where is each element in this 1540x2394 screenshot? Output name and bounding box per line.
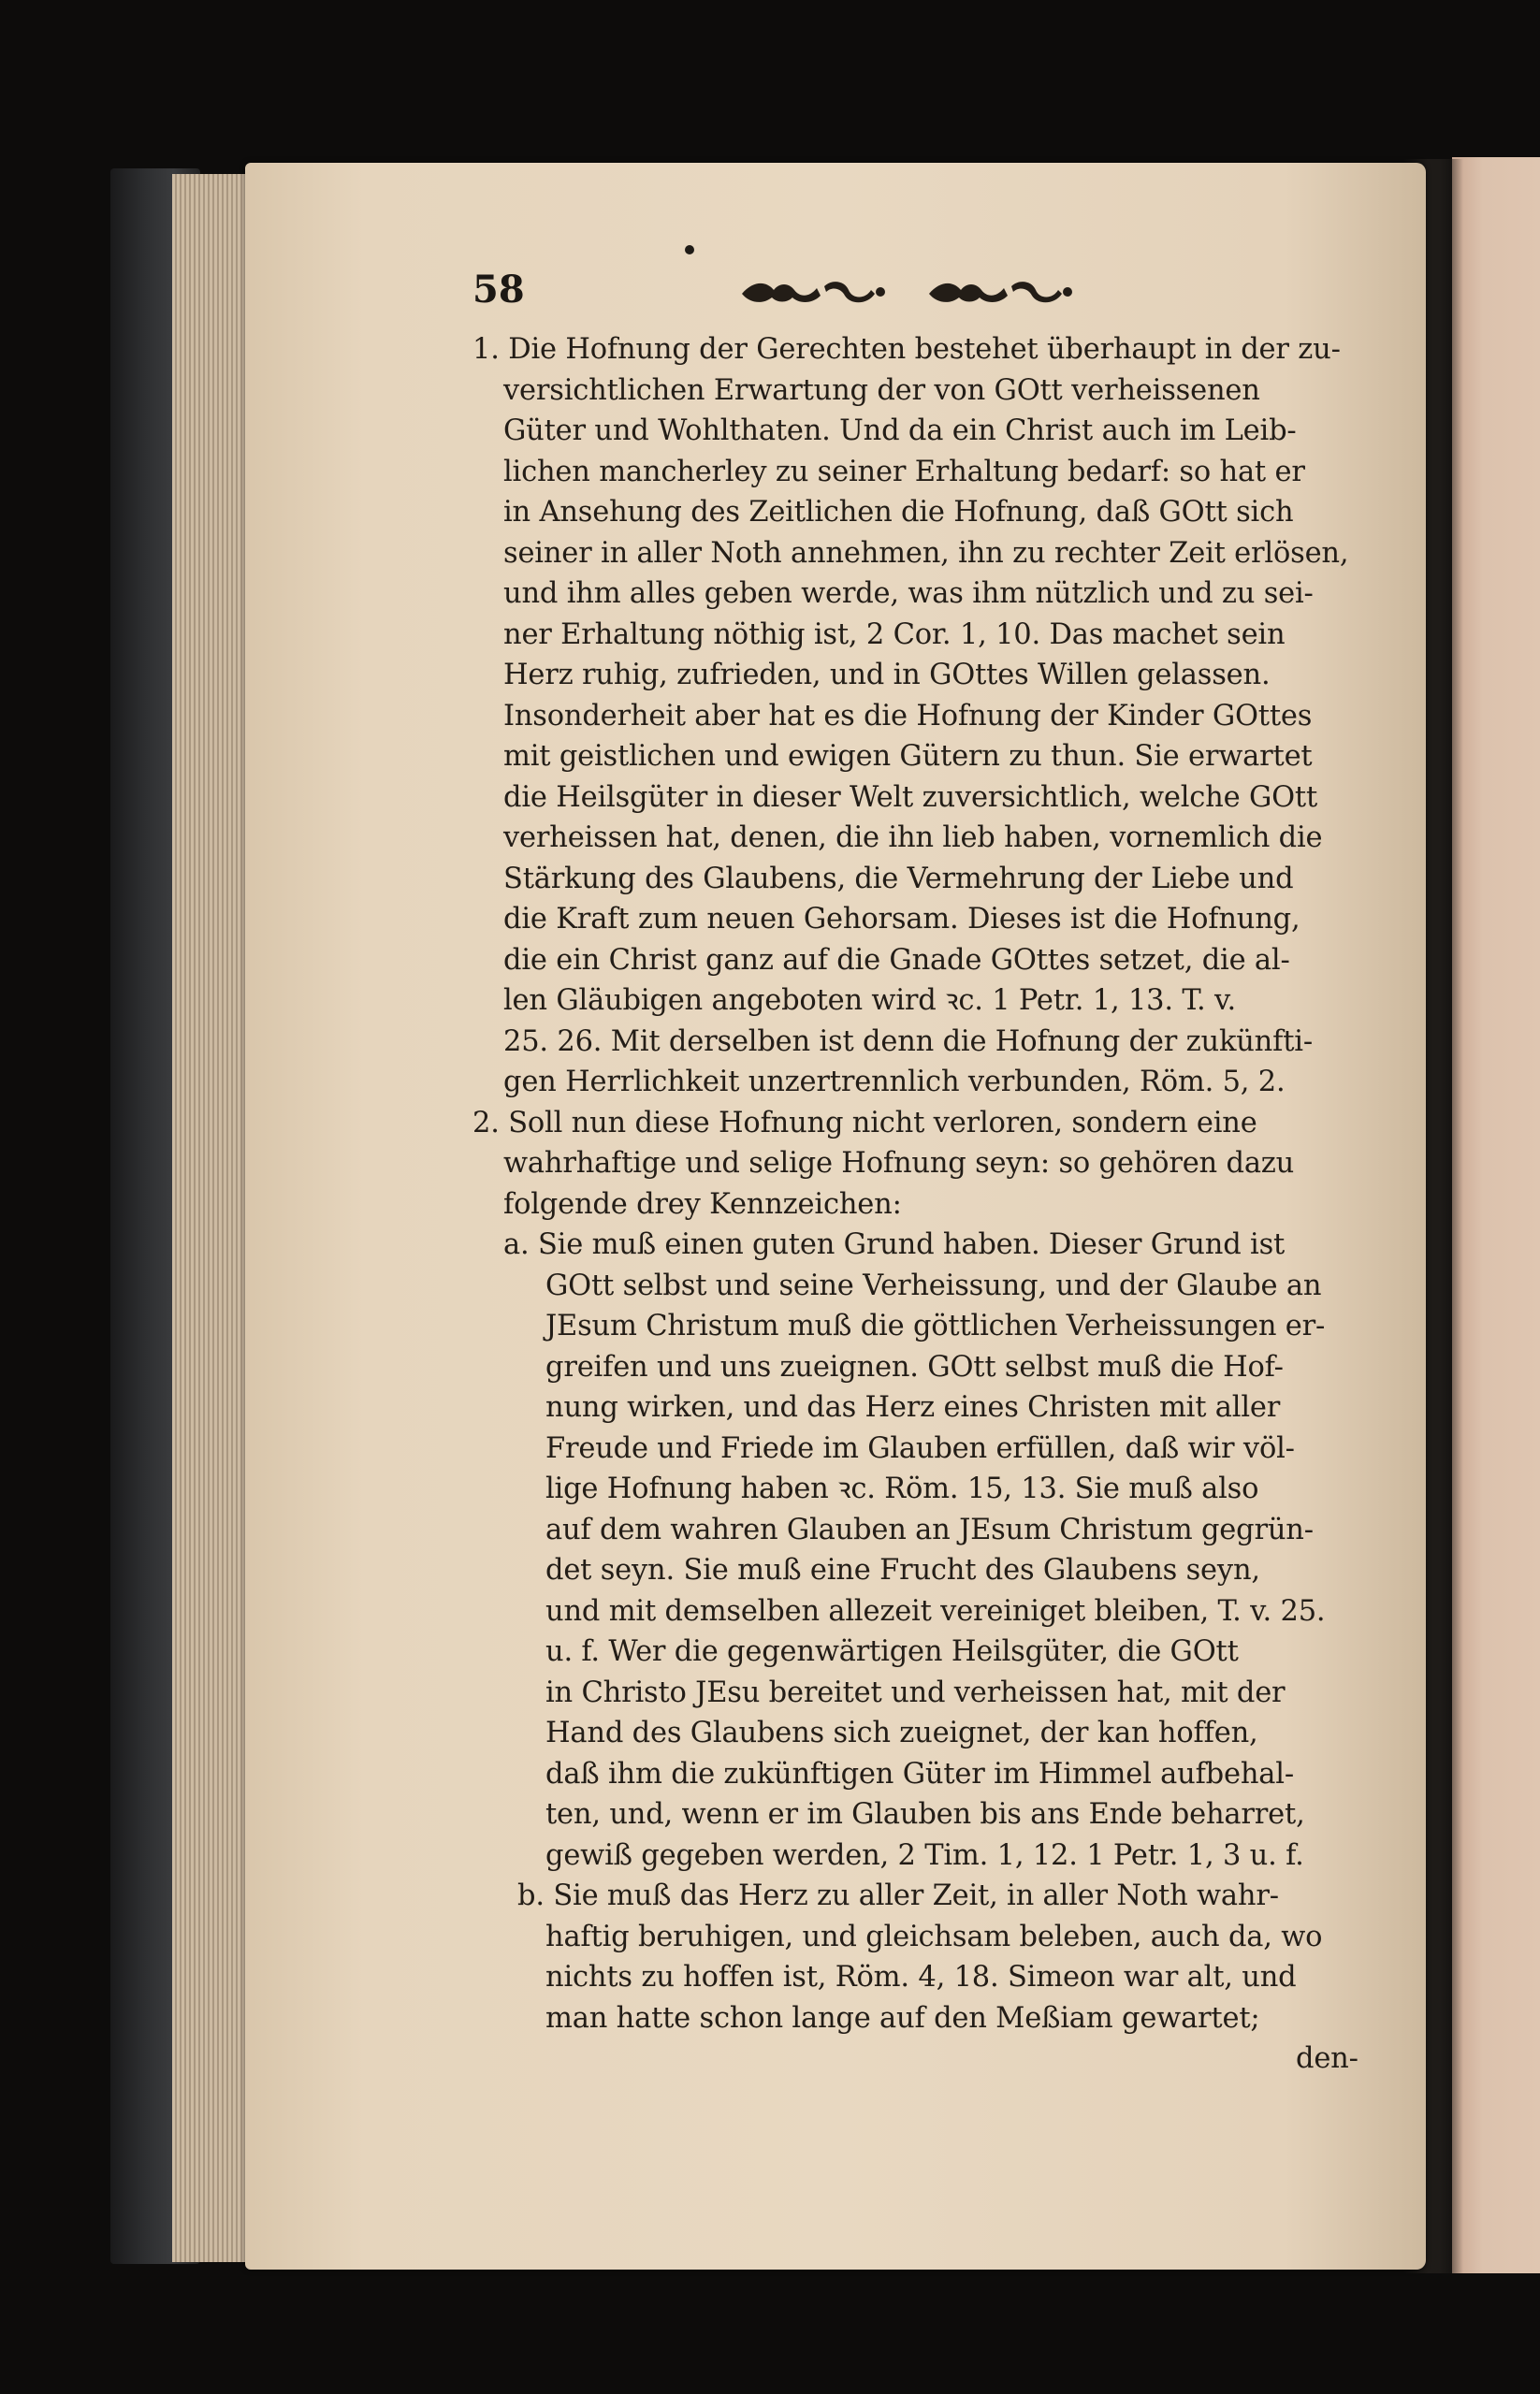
text-line: ten, und, wenn er im Glauben bis ans Ende beharret, — [545, 1798, 1305, 1831]
text-line: und mit demselben allezeit vereiniget bleiben, T. v. 25. — [545, 1594, 1326, 1628]
text-line: 2. Soll nun diese Hofnung nicht verloren, sondern eine — [472, 1106, 1257, 1139]
text-line: b. Sie muß das Herz zu aller Zeit, in aller Noth wahr- — [517, 1879, 1279, 1912]
text-line: versichtlichen Erwartung der von GOtt verheissenen — [503, 373, 1260, 407]
text-line: die ein Christ ganz auf die Gnade GOttes setzet, die al- — [503, 943, 1290, 977]
text-line: wahrhaftige und selige Hofnung seyn: so gehören dazu — [503, 1147, 1295, 1180]
text-line: Güter und Wohlthaten. Und da ein Christ auch im Leib- — [503, 414, 1297, 447]
text-line: auf dem wahren Glauben an JEsum Christum gegrün- — [545, 1513, 1314, 1546]
text-line: daß ihm die zukünftigen Güter im Himmel aufbehal- — [545, 1757, 1294, 1791]
text-line: 1. Die Hofnung der Gerechten bestehet überhaupt in der zu- — [472, 333, 1341, 366]
text-line: in Christo JEsu bereitet und verheissen hat, mit der — [545, 1676, 1286, 1709]
text-line: verheissen hat, denen, die ihn lieb haben, vornemlich die — [503, 821, 1323, 854]
text-line: die Heilsgüter in dieser Welt zuversichtlich, welche GOtt — [503, 780, 1318, 814]
facing-page-edge — [1452, 157, 1540, 2273]
text-line: Freude und Friede im Glauben erfüllen, daß wir völ- — [545, 1431, 1295, 1465]
text-line: nung wirken, und das Herz eines Christen mit aller — [545, 1391, 1281, 1424]
fleuron-ornament-icon — [734, 273, 1109, 311]
ink-dot — [685, 245, 694, 254]
text-line: man hatte schon lange auf den Meßiam gewartet; — [545, 2001, 1260, 2035]
text-line: die Kraft zum neuen Gehorsam. Dieses ist die Hofnung, — [503, 903, 1300, 936]
text-line: gen Herrlichkeit unzertrennlich verbunden, Röm. 5, 2. — [503, 1066, 1286, 1098]
text-line: mit geistlichen und ewigen Gütern zu thun. Sie erwartet — [503, 740, 1313, 773]
text-line: in Ansehung des Zeitlichen die Hofnung, daß GOtt sich — [503, 496, 1294, 529]
page-header — [472, 264, 1408, 329]
text-line: JEsum Christum muß die göttlichen Verheissungen er- — [545, 1310, 1326, 1342]
text-line: seiner in aller Noth annehmen, ihn zu rechter Zeit erlösen, — [503, 536, 1349, 570]
text-line: GOtt selbst und seine Verheissung, und der Glaube an — [545, 1269, 1322, 1302]
text-line: greifen und uns zueignen. GOtt selbst muß die Hof- — [545, 1350, 1284, 1384]
text-line: Insonderheit aber hat es die Hofnung der Kinder GOttes — [503, 699, 1313, 733]
text-line: folgende drey Kennzeichen: — [503, 1187, 902, 1221]
text-line: ner Erhaltung nöthig ist, 2 Cor. 1, 10. Das machet sein — [503, 617, 1286, 651]
text-line: Stärkung des Glaubens, die Vermehrung der Liebe und — [503, 862, 1294, 895]
text-line: det seyn. Sie muß eine Frucht des Glaubens seyn, — [545, 1554, 1260, 1587]
text-line: haftig beruhigen, und gleichsam beleben, auch da, wo — [545, 1920, 1323, 1953]
text-line: den- — [1296, 2042, 1358, 2075]
text-line: a. Sie muß einen guten Grund haben. Dieser Grund ist — [503, 1228, 1286, 1261]
text-line: gewiß gegeben werden, 2 Tim. 1, 12. 1 Petr. 1, 3 u. f. — [545, 1838, 1304, 1872]
text-line: len Gläubigen angeboten wird ꝛc. 1 Petr. 1, 13. T. v. — [503, 984, 1236, 1017]
text-line: lichen mancherley zu seiner Erhaltung bedarf: so hat er — [503, 455, 1305, 488]
text-line: und ihm alles geben werde, was ihm nützlich und zu sei- — [503, 577, 1314, 610]
text-line: 25. 26. Mit derselben ist denn die Hofnung der zukünfti- — [503, 1024, 1313, 1058]
text-line: nichts zu hoffen ist, Röm. 4, 18. Simeon war alt, und — [545, 1961, 1297, 1994]
text-line: u. f. Wer die gegenwärtigen Heilsgüter, die GOtt — [545, 1635, 1239, 1668]
text-line: lige Hofnung haben ꝛc. Röm. 15, 13. Sie muß also — [545, 1473, 1259, 1505]
text-line: Herz ruhig, zufrieden, und in GOttes Willen gelassen. — [503, 659, 1271, 691]
page-number: 58 — [472, 268, 525, 312]
text-line: Hand des Glaubens sich zueignet, der kan hoffen, — [545, 1717, 1258, 1749]
page-stack-edge — [172, 174, 256, 2262]
